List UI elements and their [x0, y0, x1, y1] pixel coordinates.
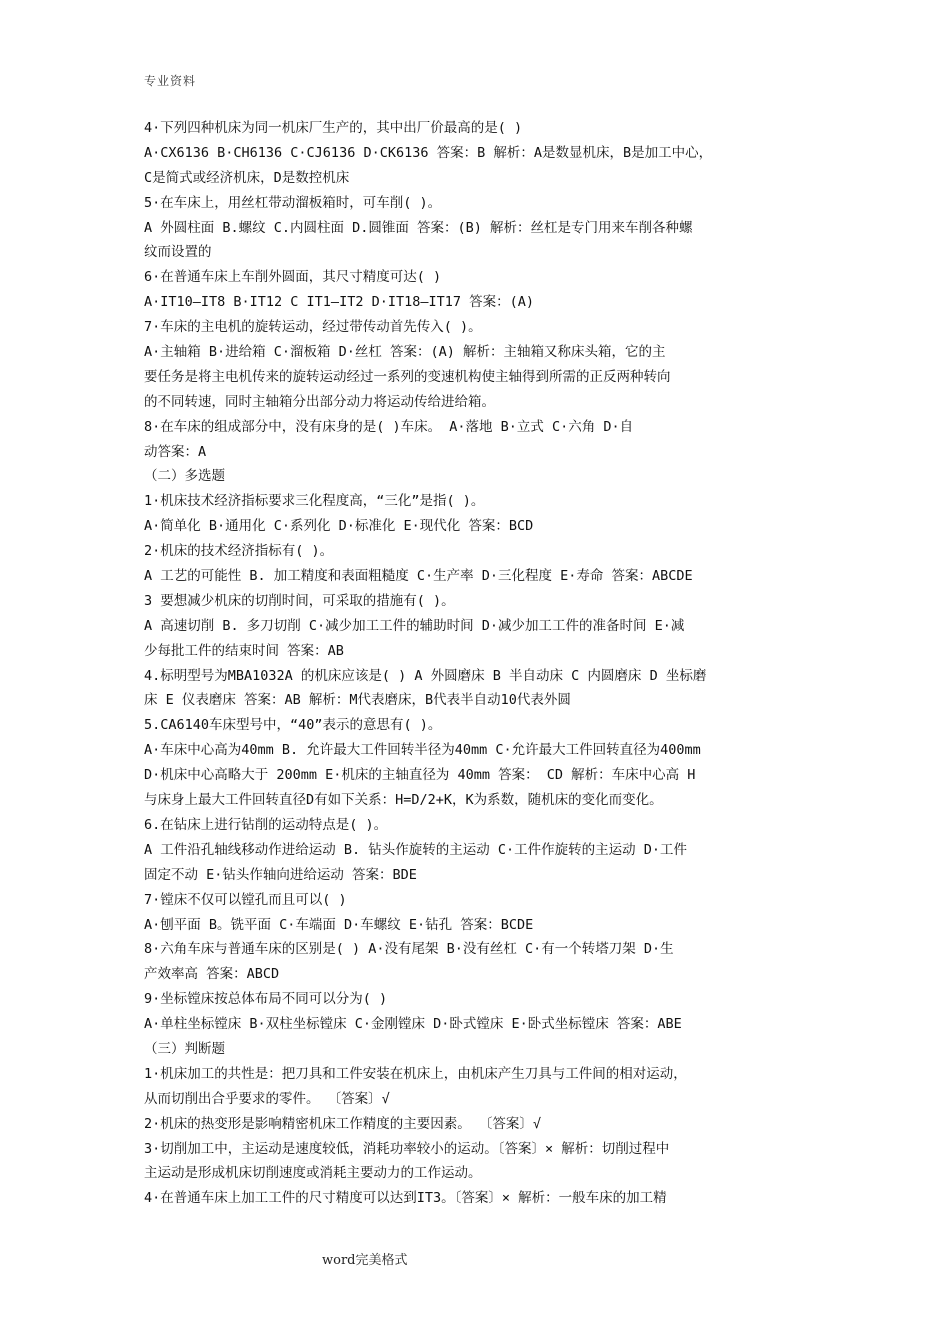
text-line: A 外圆柱面 B.螺纹 C.内圆柱面 D.圆锥面 答案：(B) 解析：丝杠是专门用来车削各种螺 — [144, 219, 693, 236]
text-line: 4.标明型号为MBA1032A 的机床应该是( ) A 外圆磨床 B 半自动床 C 内圆磨床 D 坐标磨 — [144, 667, 707, 684]
text-line: 要任务是将主电机传来的旋转运动经过一系列的变速机构使主轴得到所需的正反两种转向 — [144, 368, 671, 385]
text-line: A·CX6136 B·CH6136 C·CJ6136 D·CK6136 答案：B 解析：A是数显机床，B是加工中心， — [144, 144, 713, 161]
text-line: A 高速切削 B. 多刀切削 C·减少加工工件的辅助时间 D·减少加工工件的准备时间 E·减 — [144, 617, 685, 634]
text-line: 动答案：A — [144, 443, 207, 460]
text-line: A·IT10—IT8 B·IT12 C IT1—IT2 D·IT18—IT17 答案：(A) — [144, 294, 534, 311]
text-line: A 工艺的可能性 B. 加工精度和表面粗糙度 C·生产率 D·三化程度 E·寿命 答案：ABCDE — [144, 568, 693, 585]
text-line: 3·切削加工中，主运动是速度较低，消耗功率较小的运动。〔答案〕× 解析：切削过程中 — [144, 1140, 670, 1157]
text-line: A·主轴箱 B·进给箱 C·溜板箱 D·丝杠 答案：(A) 解析：主轴箱又称床头箱，它的主 — [144, 344, 666, 361]
text-line: 8·六角车床与普通车床的区别是( ) A·没有尾架 B·没有丝杠 C·有一个转塔刀架 D·生 — [144, 941, 674, 958]
text-line: C是简式或经济机床，D是数控机床 — [144, 169, 350, 186]
text-line: A·车床中心高为40mm B. 允许最大工件回转半径为40mm C·允许最大工件回转直径为400mm — [144, 742, 701, 759]
text-line: 纹而设置的 — [144, 244, 212, 261]
text-line: 1·机床技术经济指标要求三化程度高，“三化”是指( )。 — [144, 493, 485, 510]
text-line: 主运动是形成机床切削速度或消耗主要动力的工作运动。 — [144, 1165, 482, 1182]
text-line: 床 E 仪表磨床 答案：AB 解析：M代表磨床，B代表半自动10代表外圆 — [144, 692, 571, 709]
text-line: 6·在普通车床上车削外圆面，其尺寸精度可达( ) — [144, 269, 442, 286]
text-line: A·刨平面 B。铣平面 C·车端面 D·车螺纹 E·钻孔 答案：BCDE — [144, 916, 534, 933]
text-line: 6.在钻床上进行钻削的运动特点是( )。 — [144, 816, 388, 833]
text-line: 7·镗床不仅可以镗孔而且可以( ) — [144, 891, 347, 908]
text-line: （二）多选题 — [144, 468, 225, 485]
text-line: 4·下列四种机床为同一机床厂生产的，其中出厂价最高的是( ) — [144, 120, 523, 136]
text-line: 的不同转速，同时主轴箱分出部分动力将运动传给进给箱。 — [144, 393, 495, 410]
text-line: （三）判断题 — [144, 1040, 225, 1057]
text-line: D·机床中心高略大于 200mm E·机床的主轴直径为 40mm 答案： CD 解析：车床中心高 H — [144, 767, 696, 784]
text-line: 5·在车床上，用丝杠带动溜板箱时，可车削( )。 — [144, 194, 442, 211]
text-line: 少每批工件的结束时间 答案：AB — [144, 642, 344, 659]
page-header: 专业资料 — [144, 74, 197, 88]
text-line: 产效率高 答案：ABCD — [144, 966, 280, 983]
text-line: 与床身上最大工件回转直径D有如下关系：H=D/2+K，K为系数，随机床的变化而变化。 — [144, 792, 663, 809]
text-line: 固定不动 E·钻头作轴向进给运动 答案：BDE — [144, 866, 417, 883]
text-line: A 工件沿孔轴线移动作进给运动 B. 钻头作旋转的主运动 C·工件作旋转的主运动 D·工件 — [144, 841, 688, 858]
text-line: 5.CA6140车床型号中，“40”表示的意思有( )。 — [144, 717, 442, 734]
text-line: A·简单化 B·通用化 C·系列化 D·标准化 E·现代化 答案：BCD — [144, 518, 534, 535]
text-line: 7·车床的主电机的旋转运动，经过带传动首先传入( )。 — [144, 319, 482, 336]
text-line: 3 要想减少机床的切削时间，可采取的措施有( )。 — [144, 592, 455, 609]
text-line: 2·机床的技术经济指标有( )。 — [144, 543, 334, 560]
text-line: A·单柱坐标镗床 B·双柱坐标镗床 C·金刚镗床 D·卧式镗床 E·卧式坐标镗床 答案：ABE — [144, 1016, 682, 1033]
text-line: 9·坐标镗床按总体布局不同可以分为( ) — [144, 991, 388, 1008]
page-footer: word完美格式 — [322, 1253, 408, 1268]
text-line: 1·机床加工的共性是：把刀具和工件安装在机床上，由机床产生刀具与工件间的相对运动， — [144, 1065, 687, 1082]
text-line: 8·在车床的组成部分中，没有床身的是( )车床。 A·落地 B·立式 C·六角 D·自 — [144, 418, 634, 435]
text-line: 4·在普通车床上加工工件的尺寸精度可以达到IT3。〔答案〕× 解析：一般车床的加工精 — [144, 1190, 667, 1207]
text-line: 从而切削出合乎要求的零件。 〔答案〕√ — [144, 1090, 390, 1107]
document-body — [144, 116, 810, 1211]
text-line: 2·机床的热变形是影响精密机床工作精度的主要因素。 〔答案〕√ — [144, 1115, 542, 1132]
